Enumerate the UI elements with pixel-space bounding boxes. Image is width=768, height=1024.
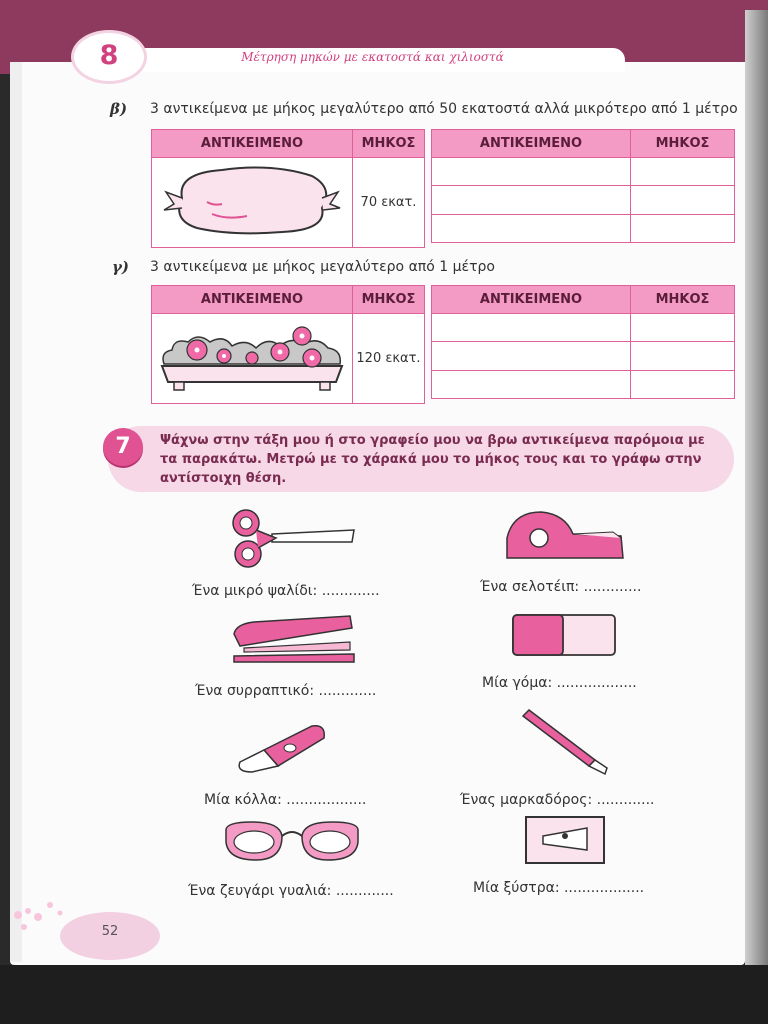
answer-object-cell[interactable] <box>432 314 631 342</box>
pencil-sharpener-icon <box>523 814 607 866</box>
item-sharpener: Μία ξύστρα: .................. <box>473 880 645 896</box>
col-header-object: ΑΝΤΙΚΕΙΜΕΝΟ <box>432 130 631 158</box>
example-length-b: 70 εκατ. <box>353 158 425 248</box>
pillow-cell <box>152 158 353 248</box>
section-b-text: 3 αντικείμενα με μήκος μεγαλύτερο από 50 εκατοστά αλλά μικρότερο από 1 μέτρο <box>150 101 738 117</box>
marker-icon <box>517 706 613 776</box>
section-c-text: 3 αντικείμενα με μήκος μεγαλύτερο από 1 μέτρο <box>150 259 495 275</box>
answer-length-cell[interactable] <box>631 214 735 242</box>
item-glue: Μία κόλλα: .................. <box>204 792 367 808</box>
item-scissors: Ένα μικρό ψαλίδι: ............. <box>192 583 380 599</box>
answer-length-cell[interactable] <box>631 186 735 214</box>
col-header-length: ΜΗΚΟΣ <box>631 286 735 314</box>
exercise-instruction: Ψάχνω στην τάξη μου ή στο γραφείο μου να βρω αντικείμενα παρόμοια με τα παρακάτω. Μετρώ με το χάρακά μου το μήκος τους και το γράφω στην αντίστοιχη θέση. <box>160 433 705 486</box>
col-header-length: ΜΗΚΟΣ <box>353 130 425 158</box>
flower-box-icon <box>152 314 352 398</box>
tape-dispenser-icon <box>503 508 627 564</box>
answer-object-cell[interactable] <box>432 158 631 186</box>
answer-object-cell[interactable] <box>432 186 631 214</box>
answer-object-cell[interactable] <box>432 342 631 370</box>
exercise-number-badge <box>103 428 143 466</box>
stapler-icon <box>230 612 356 664</box>
exercise-number: 7 <box>115 434 131 459</box>
chapter-title: Μέτρηση μηκών με εκατοστά και χιλιοστά <box>241 50 504 64</box>
section-b-label: β) <box>110 100 128 118</box>
answer-object-cell[interactable] <box>432 214 631 242</box>
item-glasses: Ένα ζευγάρι γυαλιά: ............. <box>188 883 394 899</box>
table-b-example <box>151 129 425 248</box>
section-c-label: γ) <box>112 258 129 276</box>
table-b-answers <box>431 129 735 243</box>
answer-length-cell[interactable] <box>631 342 735 370</box>
scan-background-bottom <box>0 965 768 1024</box>
col-header-length: ΜΗΚΟΣ <box>631 130 735 158</box>
pillow-icon <box>152 158 352 242</box>
col-header-object: ΑΝΤΙΚΕΙΜΕΝΟ <box>152 286 353 314</box>
answer-length-cell[interactable] <box>631 314 735 342</box>
flowerbox-cell <box>152 314 353 404</box>
col-header-object: ΑΝΤΙΚΕΙΜΕΝΟ <box>152 130 353 158</box>
example-length-c: 120 εκατ. <box>353 314 425 404</box>
chapter-number: 8 <box>99 40 119 71</box>
item-marker: Ένας μαρκαδόρος: ............. <box>460 792 655 808</box>
answer-object-cell[interactable] <box>432 370 631 398</box>
item-stapler: Ένα συρραπτικό: ............. <box>195 683 377 699</box>
item-tape: Ένα σελοτέιπ: ............. <box>480 579 642 595</box>
eraser-icon <box>510 612 618 658</box>
page-edge-shadow <box>745 10 768 965</box>
table-c-answers <box>431 285 735 399</box>
glasses-icon <box>222 818 362 864</box>
col-header-object: ΑΝΤΙΚΕΙΜΕΝΟ <box>432 286 631 314</box>
answer-length-cell[interactable] <box>631 370 735 398</box>
chapter-badge <box>74 33 144 81</box>
item-eraser: Μία γόμα: .................. <box>482 675 637 691</box>
scissors-icon <box>228 508 358 570</box>
col-header-length: ΜΗΚΟΣ <box>353 286 425 314</box>
table-c-example <box>151 285 425 404</box>
answer-length-cell[interactable] <box>631 158 735 186</box>
page-left-edge <box>10 62 22 962</box>
page-number: 52 <box>101 924 119 939</box>
glue-stick-icon <box>234 720 330 774</box>
